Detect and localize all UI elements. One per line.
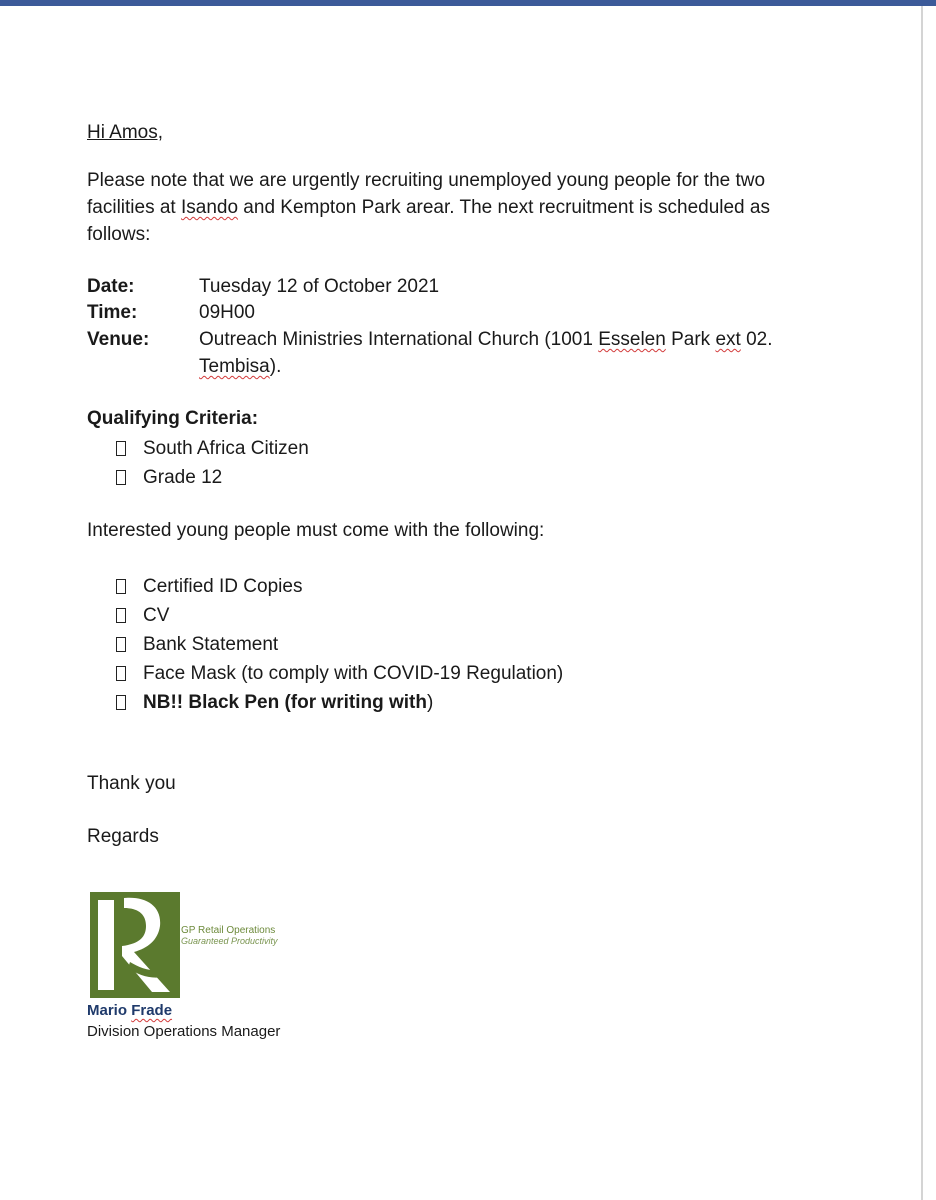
closing-regards: Regards: [87, 826, 159, 847]
logo-tagline: Guaranteed Productivity: [181, 936, 278, 946]
criteria-item: South Africa Citizen: [143, 438, 309, 459]
logo-company-name: GP Retail Operations: [181, 925, 276, 936]
bullet-box-icon: [116, 637, 126, 652]
spell-flagged-word[interactable]: Tembisa: [199, 356, 270, 377]
intro-line-3: follows:: [87, 224, 151, 245]
venue-text: Outreach Ministries International Church (1001: [199, 329, 599, 350]
requirement-bold-text: NB!! Black Pen (for writing with: [143, 692, 427, 713]
requirement-tail-text: ): [426, 692, 434, 713]
venue-text: ).: [269, 356, 282, 377]
greeting: Hi Amos,: [87, 122, 164, 143]
venue-label: Venue:: [87, 329, 150, 350]
time-value: 09H00: [199, 302, 255, 323]
bullet-box-icon: [116, 695, 126, 710]
intro-line-2: [87, 195, 770, 221]
requirement-item: Bank Statement: [143, 634, 279, 655]
bullet-box-icon: [116, 608, 126, 623]
signature-name: [87, 1002, 172, 1020]
criteria-heading: Qualifying Criteria:: [87, 408, 259, 429]
closing-thanks: Thank you: [87, 773, 176, 794]
venue-text: Park: [665, 329, 716, 350]
bullet-box-icon: [116, 666, 126, 681]
signature-first-name: Mario: [87, 1002, 132, 1019]
time-label: Time:: [87, 302, 138, 323]
intro-text: facilities at: [87, 197, 181, 218]
requirement-item: Face Mask (to comply with COVID-19 Regulation): [143, 663, 564, 684]
intro-line-1: Please note that we are urgently recruiting unemployed young people for the two: [87, 170, 766, 191]
requirement-item: CV: [143, 605, 170, 626]
page-edge: [921, 6, 923, 1200]
bullet-box-icon: [116, 441, 126, 456]
spell-flagged-word[interactable]: Esselen: [598, 329, 666, 350]
spell-flagged-word[interactable]: Isando: [180, 197, 239, 218]
bullet-box-icon: [116, 579, 126, 594]
venue-value-line-2: [199, 354, 281, 380]
requirements-intro: Interested young people must come with the following:: [87, 520, 545, 541]
requirement-item-bold: [143, 690, 433, 716]
signature-title: Division Operations Manager: [87, 1023, 281, 1040]
date-value: Tuesday 12 of October 2021: [199, 276, 440, 297]
spell-flagged-word[interactable]: ext: [715, 329, 741, 350]
company-logo: [90, 892, 180, 998]
venue-text: 02.: [740, 329, 773, 350]
bullet-box-icon: [116, 470, 126, 485]
venue-value-line-1: [199, 327, 773, 353]
date-label: Date:: [87, 276, 135, 297]
spell-flagged-word[interactable]: Frade: [131, 1002, 173, 1019]
intro-text: and Kempton Park arear. The next recruitment is scheduled as: [238, 197, 770, 218]
criteria-item: Grade 12: [143, 467, 223, 488]
requirement-item: Certified ID Copies: [143, 576, 303, 597]
